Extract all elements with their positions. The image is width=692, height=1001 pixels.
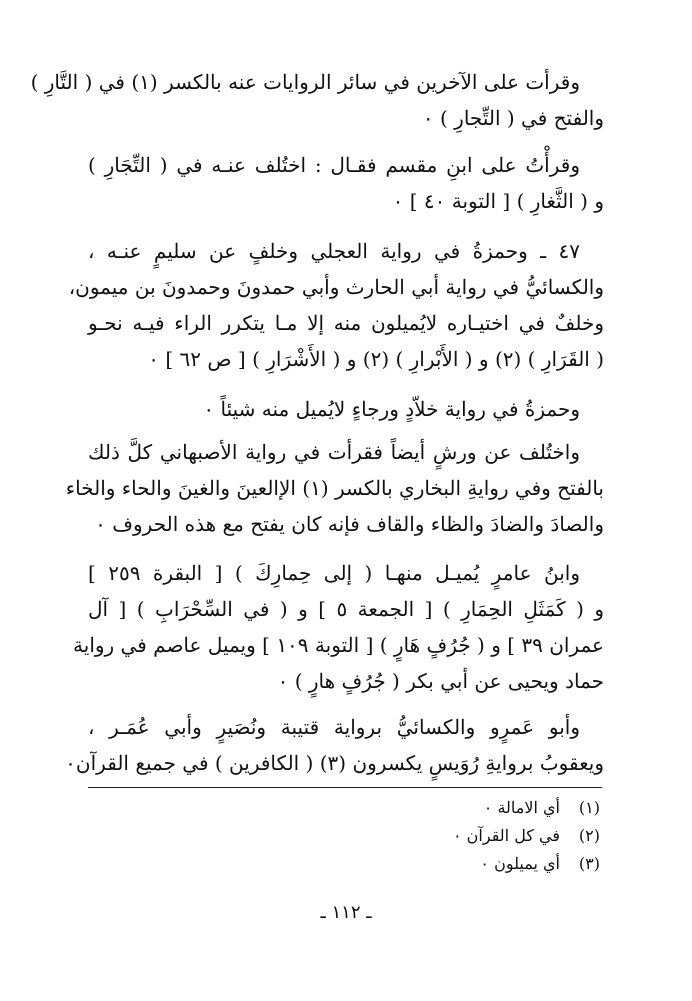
text-line: و ( الثَّغارِ ) [ التوبة ٤٠ ] ٠ (392, 189, 604, 213)
paragraph-1 (30, 64, 604, 136)
footnote-separator (88, 787, 602, 788)
text-line: ٤٧ ـ وحمزةُ في رواية العجلي وخلفٍ عن سليمٍ عنـه ، (88, 239, 580, 263)
footnote-text: أي يميلون ٠ (480, 854, 560, 873)
page-number: ـ ١١٢ ـ (320, 902, 372, 923)
text-line: حماد ويحيى عن أبي بكر ( جُرُفٍ هارٍ ) ٠ (277, 669, 604, 693)
text-line: عمران ٣٩ ] و ( جُرُفٍ هَارٍ ) [ التوبة ١٠٩ ] ويميل عاصم في رواية (73, 633, 604, 657)
paragraph-4 (88, 391, 604, 427)
footnote-number: (٣) (578, 854, 600, 873)
text-line: والكسائيُّ في رواية أبي الحارث وأبي حمدونَ وحمدونَ بن ميمون، (68, 275, 604, 299)
paragraph-7 (65, 709, 604, 781)
footnote-number: (١) (578, 798, 600, 817)
text-line: وابنُ عامرٍ يُميـل منهـا ( إلى حِمارِكَ ) [ البقرة ٢٥٩ ] (88, 561, 580, 585)
paragraph-2 (88, 147, 604, 219)
footnote-number: (٢) (578, 826, 600, 845)
text-line: والفتح في ( التِّجارِ ) ٠ (422, 106, 604, 130)
text-line: وحمزةُ في رواية خلاّدٍ ورجاءٍ لايُميل منه شيئاً ٠ (203, 397, 580, 421)
footnote-2 (453, 825, 600, 847)
footnote-text: أي الامالة ٠ (483, 798, 560, 817)
text-line: وقرأْتُ على ابنِ مقسم فقـال : اختُلف عنـه في ( التِّجَارِ ) (88, 153, 580, 177)
text-line: واختُلف عن ورشٍ أيضاً فقرأت في رواية الأصبهاني كلَّ ذلك (88, 440, 580, 464)
text-line: وقرأت على الآخرين في سائر الروايات عنه بالكسر (١) في ( التَّارِ ) (30, 70, 580, 94)
text-line: وخلفٌ في اختيـاره لايُميلون منه إلا مـا يتكرر الراء فيـه نحـو (88, 311, 604, 335)
paragraph-6 (73, 555, 604, 699)
paragraph-5 (65, 434, 604, 542)
footnote-text: في كل القرآن ٠ (452, 826, 560, 845)
text-line: و ( كَمَثَلِ الحِمَارِ ) [ الجمعة ٥ ] و ( في السِّحْرَابِ ) [ آل (88, 597, 604, 621)
text-line: والصادَ والضادَ والظاء والقاف فإنه كان يفتح مع هذه الحروف ٠ (95, 512, 604, 536)
text-line: بالفتح وفي روايةِ البخاري بالكسر (١) الإالعينَ والغينَ والحاء والخاء (65, 476, 604, 500)
paragraph-3 (68, 233, 604, 377)
text-line: وأبو عَمرٍو والكسائيُّ برواية قتيبة ونُصَيرٍ وأبي عُمَـر ، (88, 715, 580, 739)
footnote-1 (484, 797, 600, 819)
text-line: ويعقوبُ بروايةِ رُوَيسٍ يكسرون (٣) ( الكافرين ) في جميع القرآن٠ (65, 751, 604, 775)
text-line: ( القَرَارِ ) (٢) و ( الأَبْرارِ ) (٢) و ( الأَشْرَارِ ) [ ص ٦٢ ] ٠ (148, 347, 604, 371)
footnote-3 (480, 853, 600, 875)
